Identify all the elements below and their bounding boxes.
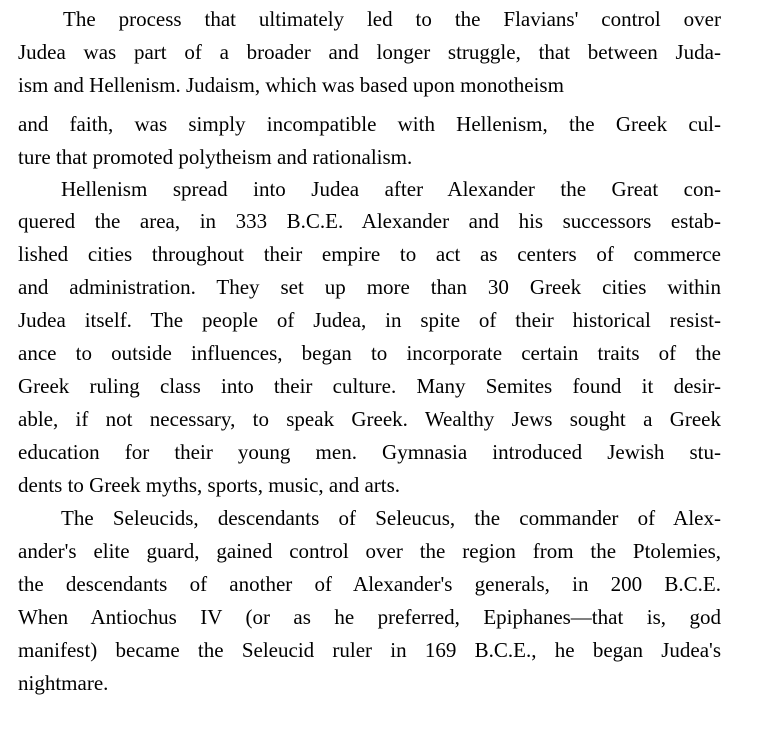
paragraph-2-line-2: quered the area, in 333 B.C.E. Alexander and his successors estab-	[18, 209, 721, 233]
paragraph-1-line-2: Judea was part of a broader and longer struggle, that between Juda-	[18, 40, 721, 64]
paragraph-3-line-2: ander's elite guard, gained control over the region from the Ptolemies,	[18, 539, 721, 563]
paragraph-2-line-9: education for their young men. Gymnasia introduced Jewish stu-	[18, 440, 721, 464]
paragraph-2-line-4: and administration. They set up more than 30 Greek cities within	[18, 275, 721, 299]
paragraph-3-line-5: manifest) became the Seleucid ruler in 169 B.C.E., he began Judea's	[18, 638, 721, 662]
paragraph-1-line-5: ture that promoted polytheism and rationalism.	[18, 145, 413, 169]
paragraph-3-line-1: The Seleucids, descendants of Seleucus, the commander of Alex-	[61, 506, 721, 530]
paragraph-2-line-10: dents to Greek myths, sports, music, and arts.	[18, 473, 401, 497]
paragraph-3-line-6: nightmare.	[18, 671, 109, 695]
paragraph-2-line-1: Hellenism spread into Judea after Alexander the Great con-	[61, 177, 721, 201]
paragraph-1-line-3: ism and Hellenism. Judaism, which was based upon monotheism	[18, 73, 564, 97]
paragraph-3-line-4: When Antiochus IV (or as he preferred, Epiphanes—that is, god	[18, 605, 721, 629]
paragraph-2-line-6: ance to outside influences, began to incorporate certain traits of the	[18, 341, 721, 365]
paragraph-1-line-1: The process that ultimately led to the Flavians' control over	[63, 7, 721, 31]
paragraph-3-line-3: the descendants of another of Alexander's generals, in 200 B.C.E.	[18, 572, 721, 596]
paragraph-1-line-4: and faith, was simply incompatible with Hellenism, the Greek cul-	[18, 112, 721, 136]
paragraph-2-line-5: Judea itself. The people of Judea, in spite of their historical resist-	[18, 308, 721, 332]
paragraph-2-line-7: Greek ruling class into their culture. Many Semites found it desir-	[18, 374, 721, 398]
paragraph-2-line-8: able, if not necessary, to speak Greek. Wealthy Jews sought a Greek	[18, 407, 721, 431]
paragraph-2-line-3: lished cities throughout their empire to act as centers of commerce	[18, 242, 721, 266]
